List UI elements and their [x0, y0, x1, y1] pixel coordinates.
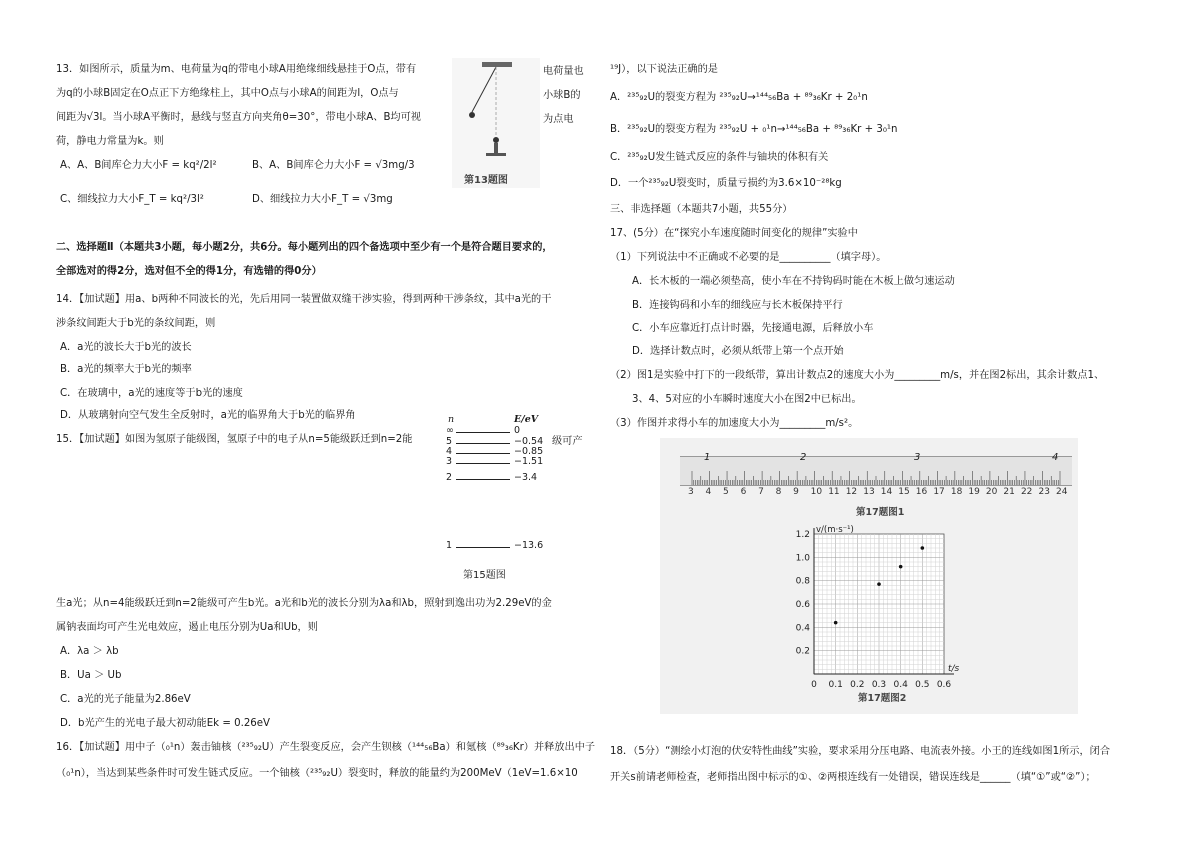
tape-mark-2: 2 [800, 452, 807, 463]
q15-figure-caption: 第15题图 [463, 570, 506, 581]
level-line-3 [456, 463, 510, 464]
q15-option-d: D．b光产生的光电子最大初动能Ek = 0.26eV [60, 718, 271, 729]
graph-caption: 第17题图2 [858, 693, 907, 704]
q18-line-1: 18．（5分）“测绘小灯泡的伏安特性曲线”实验，要求采用分压电路、电流表外接。小王的连线如图1所示，闭合 [610, 746, 1111, 757]
q14-option-c: C．在玻璃中，a光的速度等于b光的速度 [60, 388, 243, 399]
tape-tick-label: 17 [933, 487, 945, 497]
q16-option-c: C．²³⁵₉₂U发生链式反应的条件与铀块的体积有关 [610, 152, 829, 163]
y-tick-label: 0.2 [795, 646, 810, 657]
level-e-5: −0.54 [514, 436, 544, 447]
section2-line-1: 二、选择题Ⅱ（本题共3小题，每小题2分，共6分。每小题列出的四个备选项中至少有一个是符合题目要求的， [56, 242, 553, 253]
level-e-1: −13.6 [514, 540, 544, 551]
tape-tick-label: 6 [740, 487, 747, 497]
y-tick-label: 0.8 [795, 576, 810, 587]
level-line-1 [456, 547, 510, 548]
y-tick-label: 0.6 [795, 600, 810, 610]
tape-tick-label: 9 [793, 487, 799, 497]
q18-line-2: 开关s前请老师检查，老师指出图中标示的①、②两根连线有一处错误，错误连线是______（填“①”或“②”）； [610, 772, 1096, 783]
q15-option-b: B．Ua ＞ Ub [60, 670, 122, 681]
x-axis-label: t/s [948, 664, 960, 674]
q13-side-text-2: 小球B的 [543, 90, 581, 101]
level-n-3: 3 [446, 456, 453, 467]
level-e-3: −1.51 [514, 456, 544, 467]
tape-ruler [680, 457, 1072, 485]
q13-line-3: 间距为√3l。当小球A平衡时，悬线与竖直方向夹角θ=30°，带电小球A、B均可视 [56, 112, 421, 123]
level-n-1: 1 [446, 540, 453, 551]
energy-header-n: n [448, 414, 455, 425]
q17-option-d: D．选择计数点时，必须从纸带上第一个点开始 [632, 346, 844, 357]
y-tick-label: 1.2 [795, 530, 810, 540]
tape-tick-label: 8 [775, 487, 782, 497]
paper-tape [680, 456, 1072, 486]
level-n-4: 4 [446, 446, 453, 457]
q15-option-a: A．λa ＞ λb [60, 646, 119, 657]
level-n-5: 5 [446, 436, 453, 447]
q13-figure-caption: 第13题图 [464, 175, 508, 186]
q15-line-3: 属钠表面均可产生光电效应，遏止电压分别为Ua和Ub，则 [56, 622, 318, 633]
q13-option-d: D、细线拉力大小F_T = √3mg [252, 194, 393, 205]
q16-continued: ¹⁹J），以下说法正确的是 [610, 64, 718, 75]
q17-option-c: C．小车应靠近打点计时器，先接通电源，后释放小车 [632, 323, 874, 334]
level-e-inf: 0 [514, 425, 521, 436]
level-e-4: −0.85 [514, 446, 544, 457]
tape-tick-label: 24 [1056, 487, 1068, 497]
tape-tick-label: 3 [688, 487, 694, 497]
q14-line-2: 涉条纹间距大于b光的条纹间距，则 [56, 318, 216, 329]
q13-line-4: 荷，静电力常量为k。则 [56, 136, 164, 147]
q14-option-d: D．从玻璃射向空气发生全反射时，a光的临界角大于b光的临界角 [60, 410, 356, 421]
q14-line-1: 14．【加试题】用a、b两种不同波长的光，先后用同一装置做双缝干涉实验，得到两种干涉条纹，其中a光的干 [56, 294, 552, 305]
q13-option-b: B、A、B间库仑力大小F = √3mg/3 [252, 160, 415, 171]
tape-tick-label: 20 [985, 487, 998, 497]
ball-a [469, 112, 475, 118]
data-point [899, 565, 903, 569]
q17-figure-panel [660, 438, 1078, 714]
tape-tick-label: 13 [863, 487, 875, 497]
level-e-2: −3.4 [514, 472, 538, 483]
tape-tick-label: 21 [1003, 487, 1015, 497]
x-tick-label: 0.2 [850, 680, 865, 690]
level-line-inf [456, 432, 510, 433]
y-axis-label: v/(m·s⁻¹) [816, 525, 854, 535]
x-tick-label: 0.4 [893, 680, 908, 690]
q16-option-d: D．一个²³⁵₉₂U裂变时，质量亏损约为3.6×10⁻²⁸kg [610, 178, 842, 189]
q16-line-2: （₀¹n），当达到某些条件时可发生链式反应。一个铀核（²³⁵₉₂U）裂变时，释放的能量约为200MeV（1eV=1.6×10 [56, 768, 578, 779]
q13-side-text-1: 电荷量也 [543, 66, 584, 77]
data-point [921, 546, 925, 550]
tape-tick-label: 14 [880, 487, 893, 497]
energy-level-diagram [442, 412, 552, 562]
level-n-inf: ∞ [446, 425, 454, 436]
tape-tick-label: 4 [705, 487, 712, 497]
tape-tick-label: 18 [950, 487, 963, 497]
tape-caption: 第17题图1 [856, 507, 905, 518]
tape-tick-label: 15 [898, 487, 910, 497]
tape-mark-3: 3 [914, 452, 921, 463]
tape-tick-label: 5 [723, 487, 729, 497]
section2-line-2: 全部选对的得2分，选对但不全的得1分，有选错的得0分） [56, 266, 322, 277]
level-n-2: 2 [446, 472, 453, 483]
tape-tick-label: 12 [845, 487, 858, 497]
tape-tick-label: 19 [968, 487, 980, 497]
tape-mark-4: 4 [1052, 452, 1059, 463]
q17-option-a: A．长木板的一端必须垫高，使小车在不持钩码时能在木板上做匀速运动 [632, 276, 955, 287]
q16-option-b: B．²³⁵₉₂U的裂变方程为 ²³⁵₉₂U + ₀¹n→¹⁴⁴₅₆Ba + ⁸⁹₃₆Kr + 3₀¹n [610, 124, 898, 135]
tape-tick-label: 7 [758, 487, 764, 497]
q13-line-1: 13．如图所示，质量为m、电荷量为q的带电小球A用绝缘细线悬挂于O点，带有 [56, 64, 417, 75]
q15-option-c: C．a光的光子能量为2.86eV [60, 694, 191, 705]
q13-option-a: A、A、B间库仑力大小F = kq²/2l² [60, 160, 217, 171]
tape-tick-label: 22 [1020, 487, 1033, 497]
x-tick-label: 0.1 [828, 680, 843, 690]
q16-option-a: A．²³⁵₉₂U的裂变方程为 ²³⁵₉₂U→¹⁴⁴₅₆Ba + ⁸⁹₃₆Kr + 2₀¹n [610, 92, 868, 103]
q15-line-2: 生a光；从n=4能级跃迁到n=2能级可产生b光。a光和b光的波长分别为λa和λb，照射到逸出功为2.29eV的金 [56, 598, 552, 609]
x-tick-label: 0.5 [915, 680, 930, 690]
data-point [877, 582, 881, 586]
q16-line-1: 16．【加试题】用中子（₀¹n）轰击铀核（²³⁵₉₂U）产生裂变反应，会产生钡核（¹⁴⁴₅₆Ba）和氪核（⁸⁹₃₆Kr）并释放出中子 [56, 742, 596, 753]
energy-header-e: E/eV [514, 414, 539, 425]
q17-line-2: （1）下列说法中不正确或不必要的是__________（填字母）。 [610, 252, 887, 263]
q14-option-b: B．a光的频率大于b光的频率 [60, 364, 192, 375]
x-tick-label: 0 [811, 680, 817, 690]
x-tick-label: 0.3 [871, 680, 887, 690]
q14-option-a: A．a光的波长大于b光的波长 [60, 342, 192, 353]
q17-line-1: 17、(5分）在“探究小车速度随时间变化的规律”实验中 [610, 228, 858, 239]
q17-part-2-line-1: （2）图1是实验中打下的一段纸带，算出计数点2的速度大小为_________m/s，并在图2标出，其余计数点1、 [610, 370, 1105, 381]
ball-b [493, 137, 499, 143]
q15-line-1: 15．【加试题】如图为氢原子能级图，氢原子中的电子从n=5能级跃迁到n=2能 [56, 434, 413, 445]
q17-option-b: B．连接钩码和小车的细线应与长木板保持平行 [632, 300, 843, 311]
tape-mark-1: 1 [704, 452, 711, 463]
q13-side-text-3: 为点电 [543, 114, 574, 125]
q17-part-3: （3）作图并求得小车的加速度大小为_________m/s²。 [610, 418, 859, 429]
velocity-time-graph [780, 522, 980, 702]
y-tick-label: 1.0 [795, 553, 810, 564]
tape-tick-label: 10 [810, 487, 823, 497]
y-tick-label: 0.4 [795, 623, 810, 634]
x-tick-label: 0.6 [936, 680, 952, 690]
tape-tick-label: 23 [1038, 487, 1050, 497]
q13-figure [452, 58, 540, 188]
q13-line-2: 为q的小球B固定在O点正下方绝缘柱上，其中O点与小球A的间距为l，O点与 [56, 88, 399, 99]
tape-tick-label: 11 [828, 487, 840, 497]
q15-side-text: 级可产 [552, 436, 583, 447]
q17-part-2-line-2: 3、4、5对应的小车瞬时速度大小在图2中已标出。 [632, 394, 862, 405]
data-point [834, 621, 838, 625]
level-line-2 [456, 479, 510, 480]
q13-option-c: C、细线拉力大小F_T = kq²/3l² [60, 194, 204, 205]
section3-heading: 三、非选择题（本题共7小题，共55分） [610, 204, 793, 215]
level-line-5 [456, 443, 510, 444]
tape-tick-label: 16 [915, 487, 928, 497]
level-line-4 [456, 453, 510, 454]
